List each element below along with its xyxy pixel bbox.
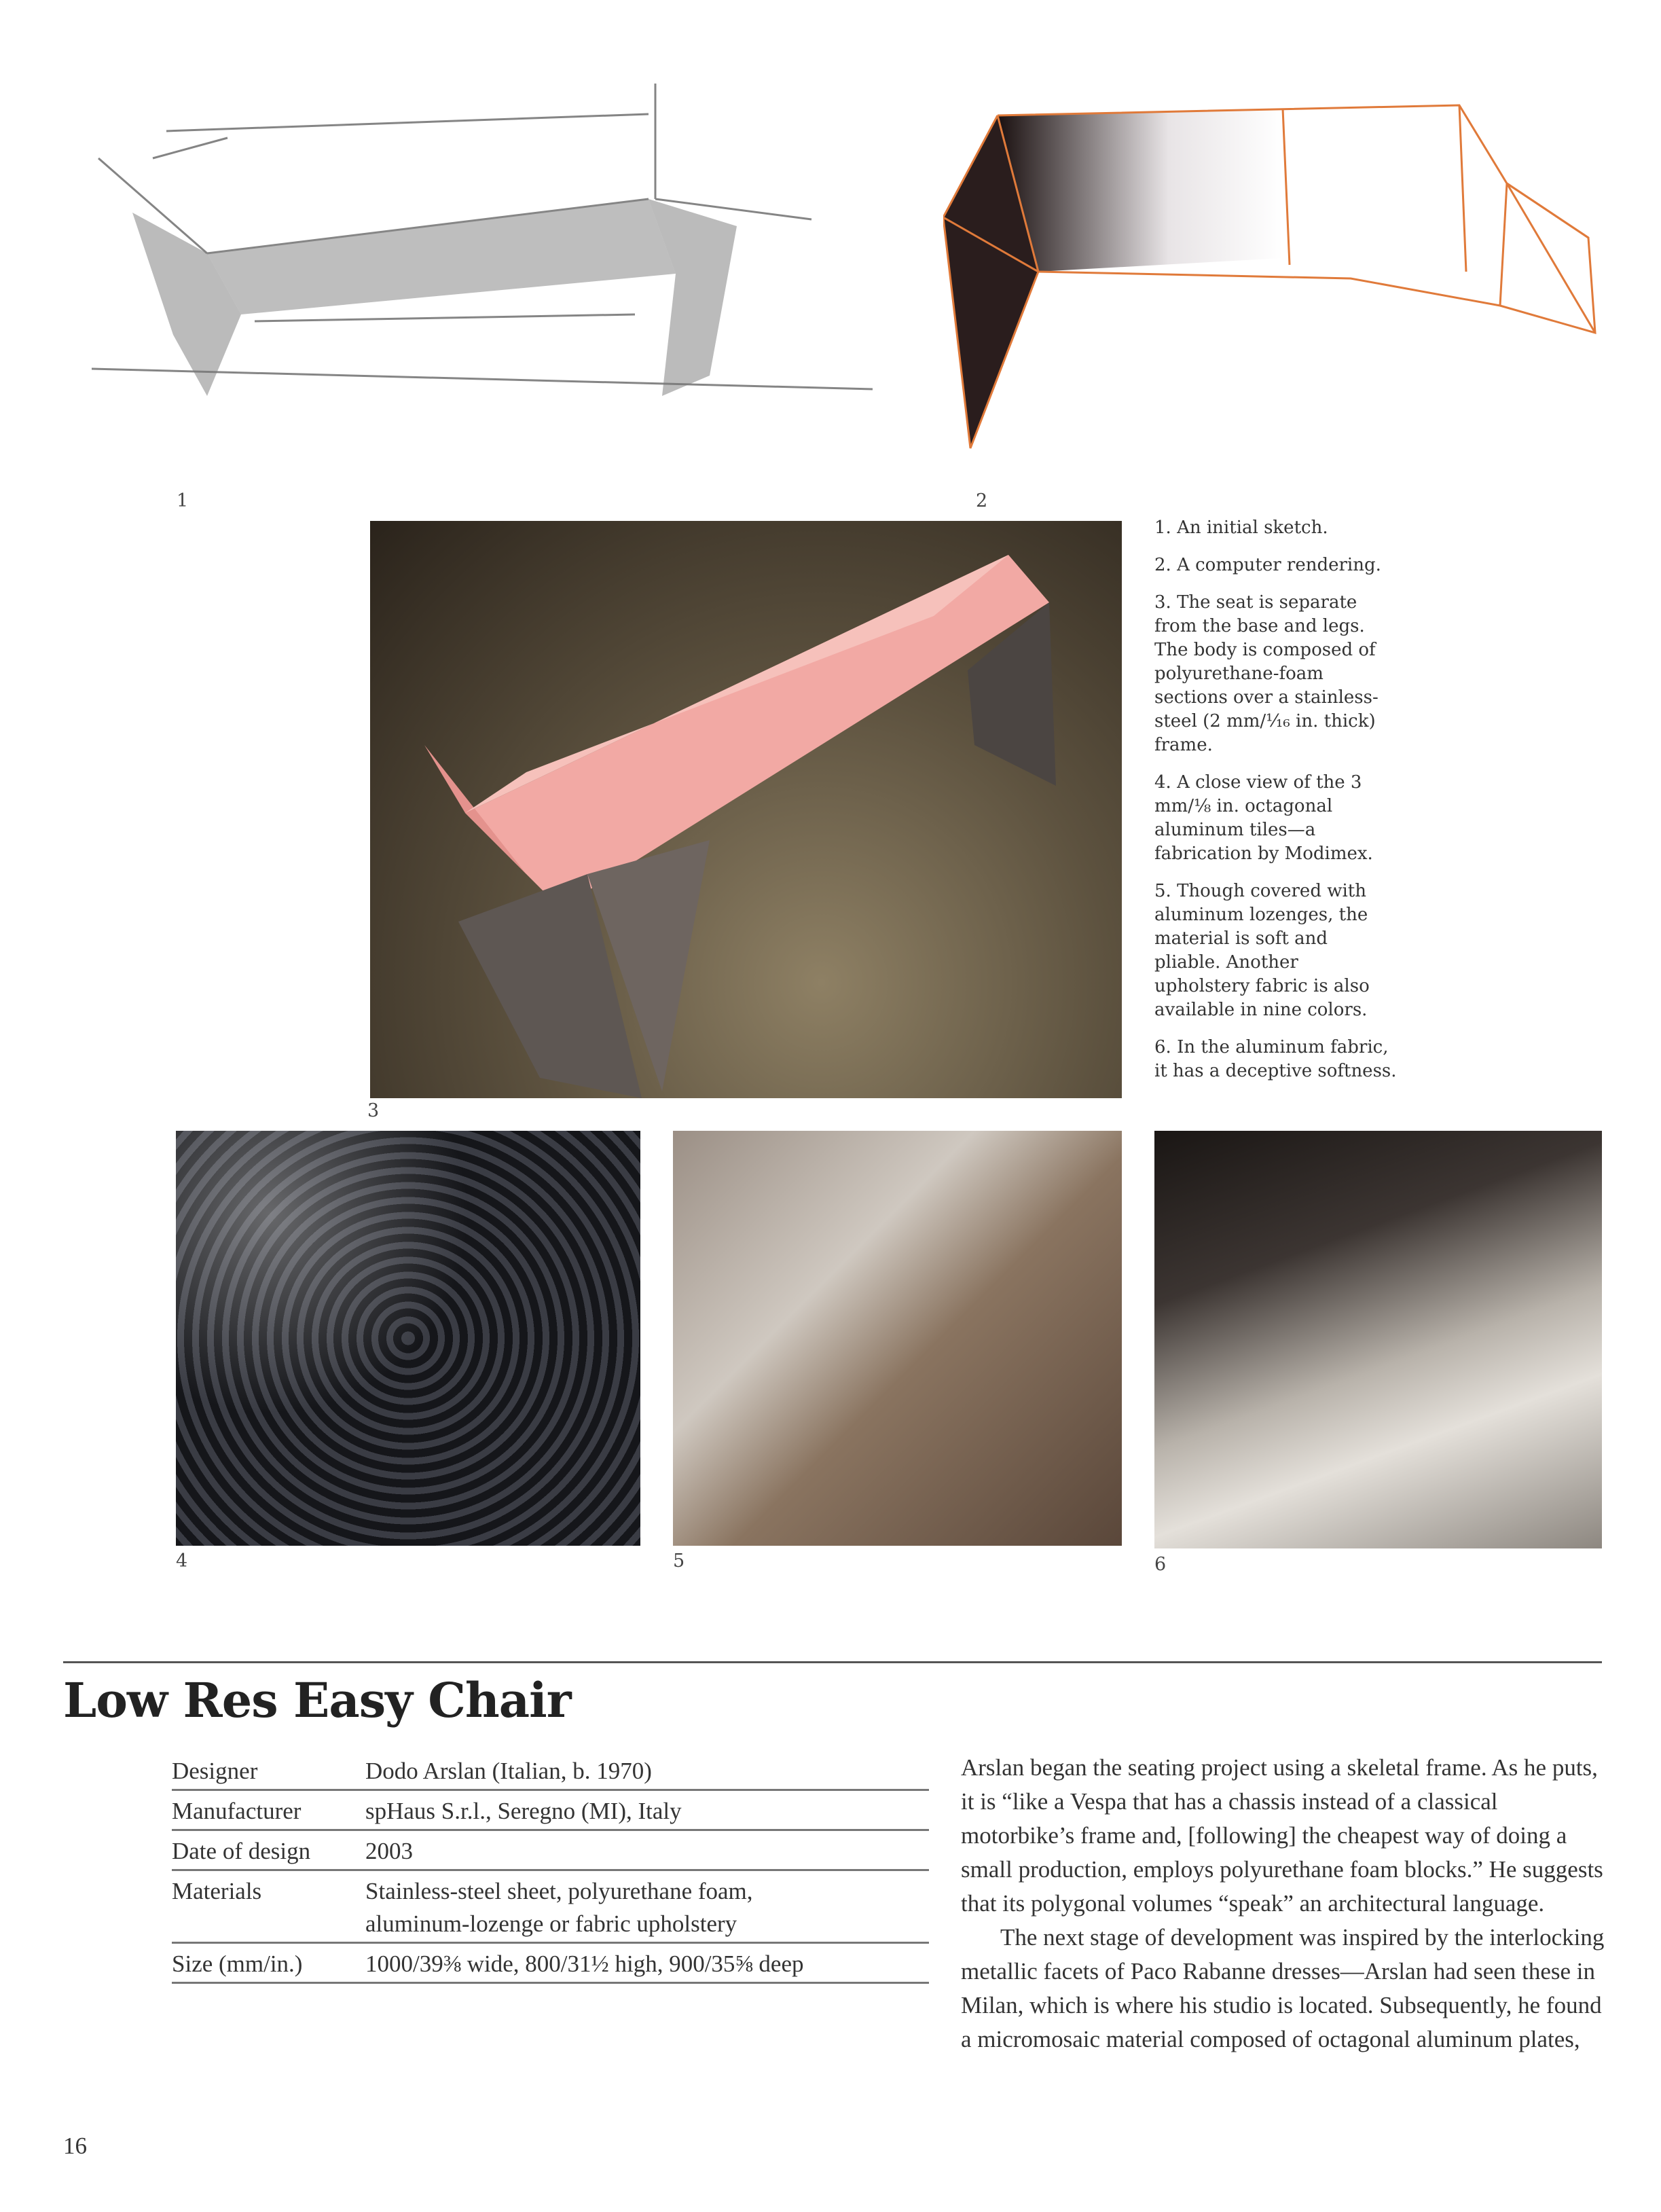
caption-4: 4. A close view of the 3 mm/⅛ in. octagonal aluminum tiles—a fabrication by Modimex. (1154, 772, 1373, 864)
caption-5: 5. Though covered with aluminum lozenges, the material is soft and pliable. Another upholstery fabric is also available in nine colors. (1154, 881, 1370, 1020)
article-body (961, 1751, 1606, 2056)
caption-6: 6. In the aluminum fabric, it has a deceptive softness. (1154, 1037, 1397, 1081)
spec-label: Size (mm/in.) (172, 1951, 303, 1977)
spec-label: Designer (172, 1758, 258, 1784)
figure-3-photo (370, 521, 1122, 1098)
figure-label: 1 (177, 490, 189, 511)
spec-value: Dodo Arslan (Italian, b. 1970) (365, 1758, 652, 1784)
caption-1: 1. An initial sketch. (1154, 518, 1328, 538)
figure-1-sketch (92, 50, 901, 471)
figure-label: 5 (673, 1551, 685, 1572)
spec-row (172, 1831, 929, 1871)
figure-2-rendering (943, 102, 1609, 455)
spec-table (172, 1751, 929, 1984)
spec-value: spHaus S.r.l., Seregno (MI), Italy (365, 1798, 682, 1824)
spec-row (172, 1751, 929, 1791)
figure-label: 3 (367, 1100, 380, 1121)
spec-label: Date of design (172, 1838, 311, 1864)
spec-value: 2003 (365, 1838, 413, 1864)
spec-row (172, 1871, 929, 1944)
article-title: Low Res Easy Chair (63, 1672, 571, 1728)
figure-5-photo (673, 1131, 1122, 1546)
figure-4-photo (176, 1131, 640, 1546)
section-divider (63, 1661, 1602, 1663)
figure-label: 6 (1154, 1554, 1167, 1575)
chair-prototype-illustration (370, 521, 1122, 1098)
spec-row (172, 1944, 929, 1984)
spec-row (172, 1791, 929, 1831)
spec-value: 1000/39⅜ wide, 800/31½ high, 900/35⅝ deep (365, 1951, 804, 1977)
body-paragraph: The next stage of development was inspired by the interlocking metallic facets of Paco Rabanne dresses—Arslan had seen these in Milan, which is where his studio is located. Subsequently, he found a micromosaic material composed of octagonal aluminum plates, (961, 1924, 1605, 2052)
spec-label: Manufacturer (172, 1798, 302, 1824)
spec-label: Materials (172, 1878, 262, 1904)
body-paragraph: Arslan began the seating project using a skeletal frame. As he puts, it is “like a Vespa that has a chassis instead of a classical motorbike’s frame and, [following] the cheapest way of doing a small production, employs polyurethane foam blocks.” He suggests that its polygonal volumes “speak” an architectural language. (961, 1754, 1603, 1917)
caption-2: 2. A computer rendering. (1154, 555, 1381, 575)
page-number: 16 (63, 2133, 87, 2159)
figure-label: 4 (176, 1551, 188, 1572)
figure-label: 2 (976, 490, 988, 511)
figure-captions (1154, 516, 1399, 1097)
figure-6-photo (1154, 1131, 1602, 1548)
caption-3: 3. The seat is separate from the base and legs. The body is composed of polyurethane-foam sections over a stainless-steel (2 mm/¹⁄₁₆ in. thick) frame. (1154, 592, 1379, 755)
spec-value: Stainless-steel sheet, polyurethane foam, aluminum-lozenge or fabric upholstery (365, 1878, 753, 1937)
